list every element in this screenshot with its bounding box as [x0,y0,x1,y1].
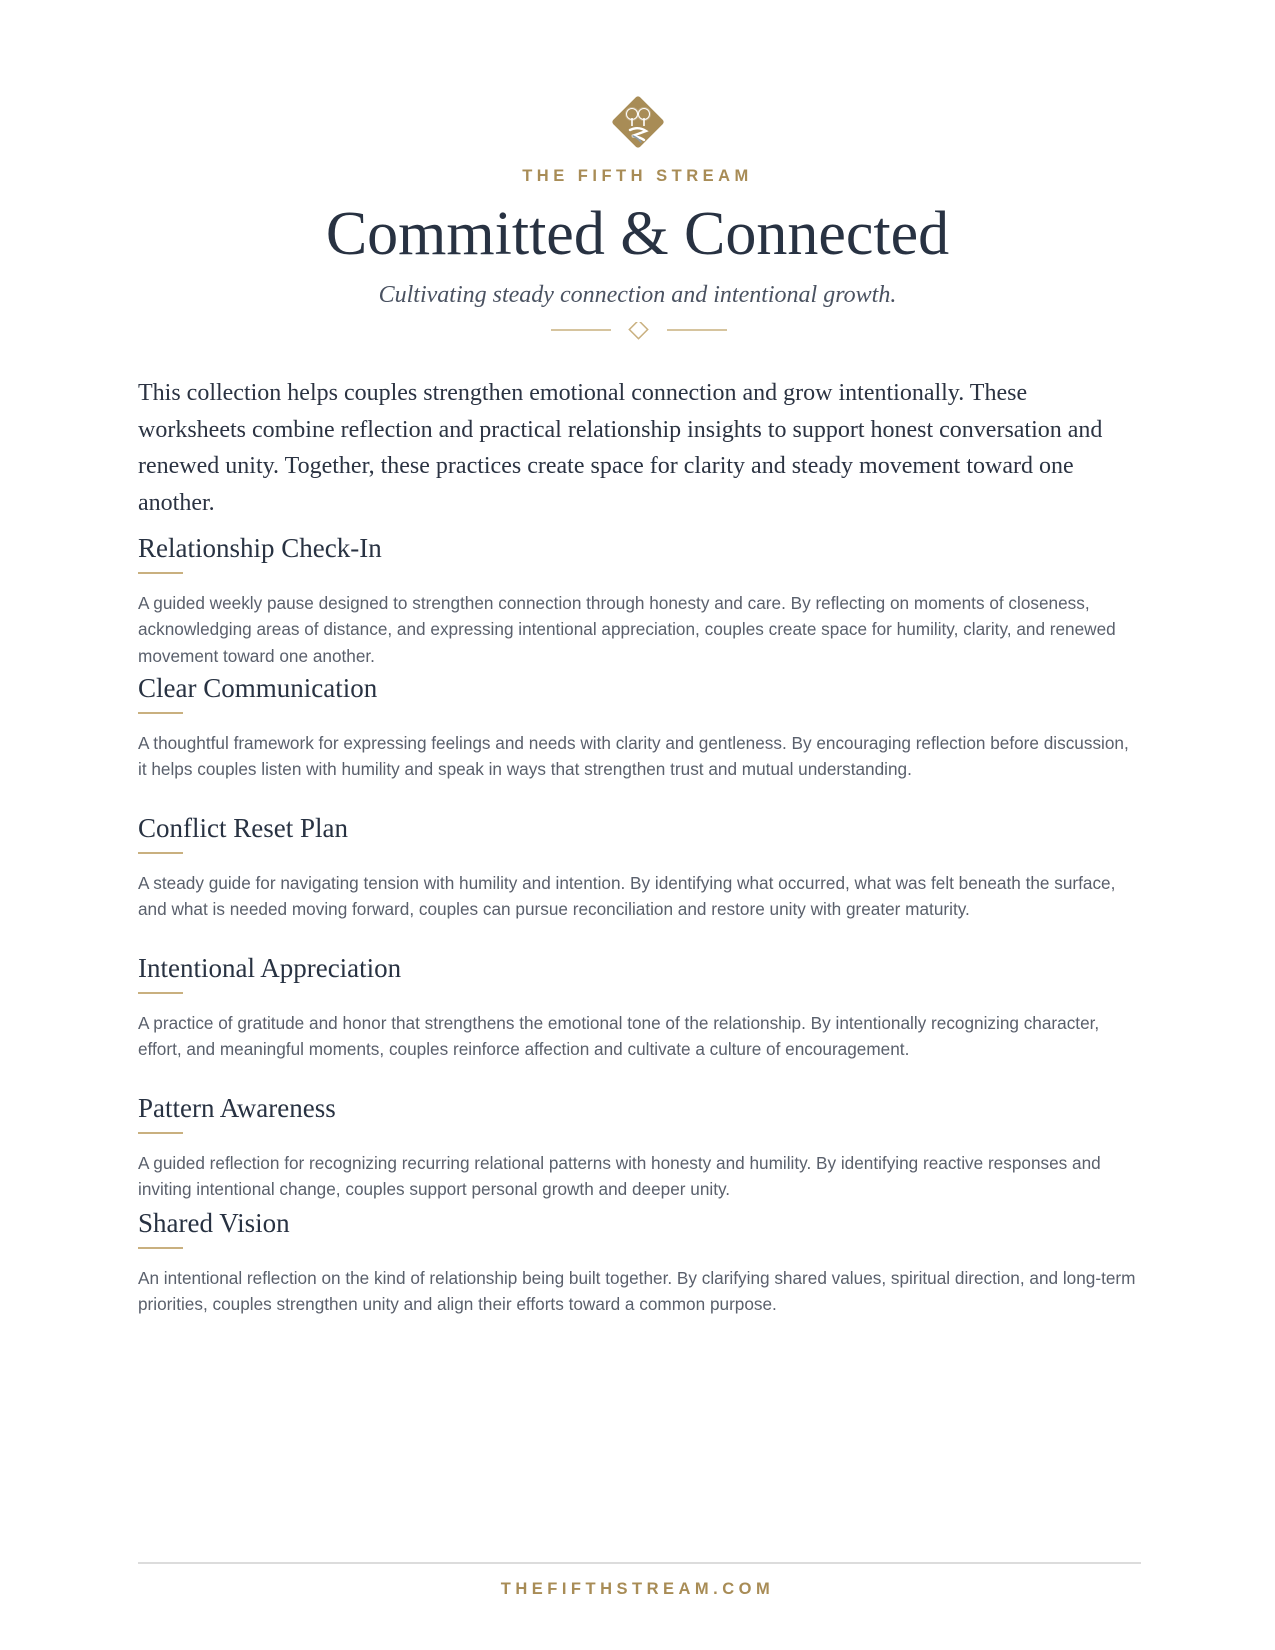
ornamental-divider [551,322,727,344]
intro-paragraph: This collection helps couples strengthen emotional connection and grow intentionally. These worksheets combine reflection and practical relationship insights to support honest conversation and renewed unity. Together, these practices create space for clarity and steady movement toward one another. [138,380,1103,516]
section-heading: Clear Communication [138,673,378,703]
section-description: An intentional reflection on the kind of relationship being built together. By clarifying shared values, spiritual direction, and long-term priorities, couples strengthen unity and align their efforts toward a common purpose. [138,1268,1136,1315]
section-rule [138,852,183,854]
page-subtitle: Cultivating steady connection and intentional growth. [378,282,897,308]
section-heading: Shared Vision [138,1208,290,1238]
brand-name: THE FIFTH STREAM [522,167,753,185]
section-intentional-appreciation [138,951,1138,1063]
section-rule [138,712,183,714]
section-heading: Pattern Awareness [138,1093,336,1123]
section-description: A guided weekly pause designed to strengthen connection through honesty and care. By reflecting on moments of closeness, acknowledging areas of distance, and expressing intentional appreciation, couples create space for humility, clarity, and renewed movement toward one another. [138,593,1116,666]
section-description: A thoughtful framework for expressing feelings and needs with clarity and gentleness. By encouraging reflection before discussion, it helps couples listen with humility and speak in ways that strengthen trust and mutual understanding. [138,733,1129,780]
section-conflict-reset-plan [138,811,1138,923]
section-description: A guided reflection for recognizing recurring relational patterns with honesty and humility. By identifying reactive responses and inviting intentional change, couples support personal growth and deeper unity. [138,1153,1101,1200]
section-heading: Conflict Reset Plan [138,813,348,843]
tree-stream-diamond-icon [608,92,668,152]
section-rule [138,1132,183,1134]
footer-divider [138,1562,1141,1564]
section-rule [138,992,183,994]
section-description: A practice of gratitude and honor that strengthens the emotional tone of the relationship. By intentionally recognizing character, effort, and meaningful moments, couples reinforce affection and cultivate a culture of encouragement. [138,1013,1100,1060]
section-shared-vision [138,1206,1138,1318]
diamond-icon [629,322,647,339]
section-pattern-awareness [138,1091,1138,1203]
section-description: A steady guide for navigating tension with humility and intention. By identifying what occurred, what was felt beneath the surface, and what is needed moving forward, couples can pursue reconciliation and restore unity with greater maturity. [138,873,1116,920]
section-heading: Relationship Check-In [138,533,382,563]
section-relationship-check-in [138,531,1138,669]
section-clear-communication [138,671,1138,783]
section-rule [138,1247,183,1249]
page-title: Committed & Connected [325,200,950,268]
section-rule [138,572,183,574]
section-heading: Intentional Appreciation [138,953,402,983]
footer-website-link[interactable]: THEFIFTHSTREAM.COM [500,1580,775,1598]
